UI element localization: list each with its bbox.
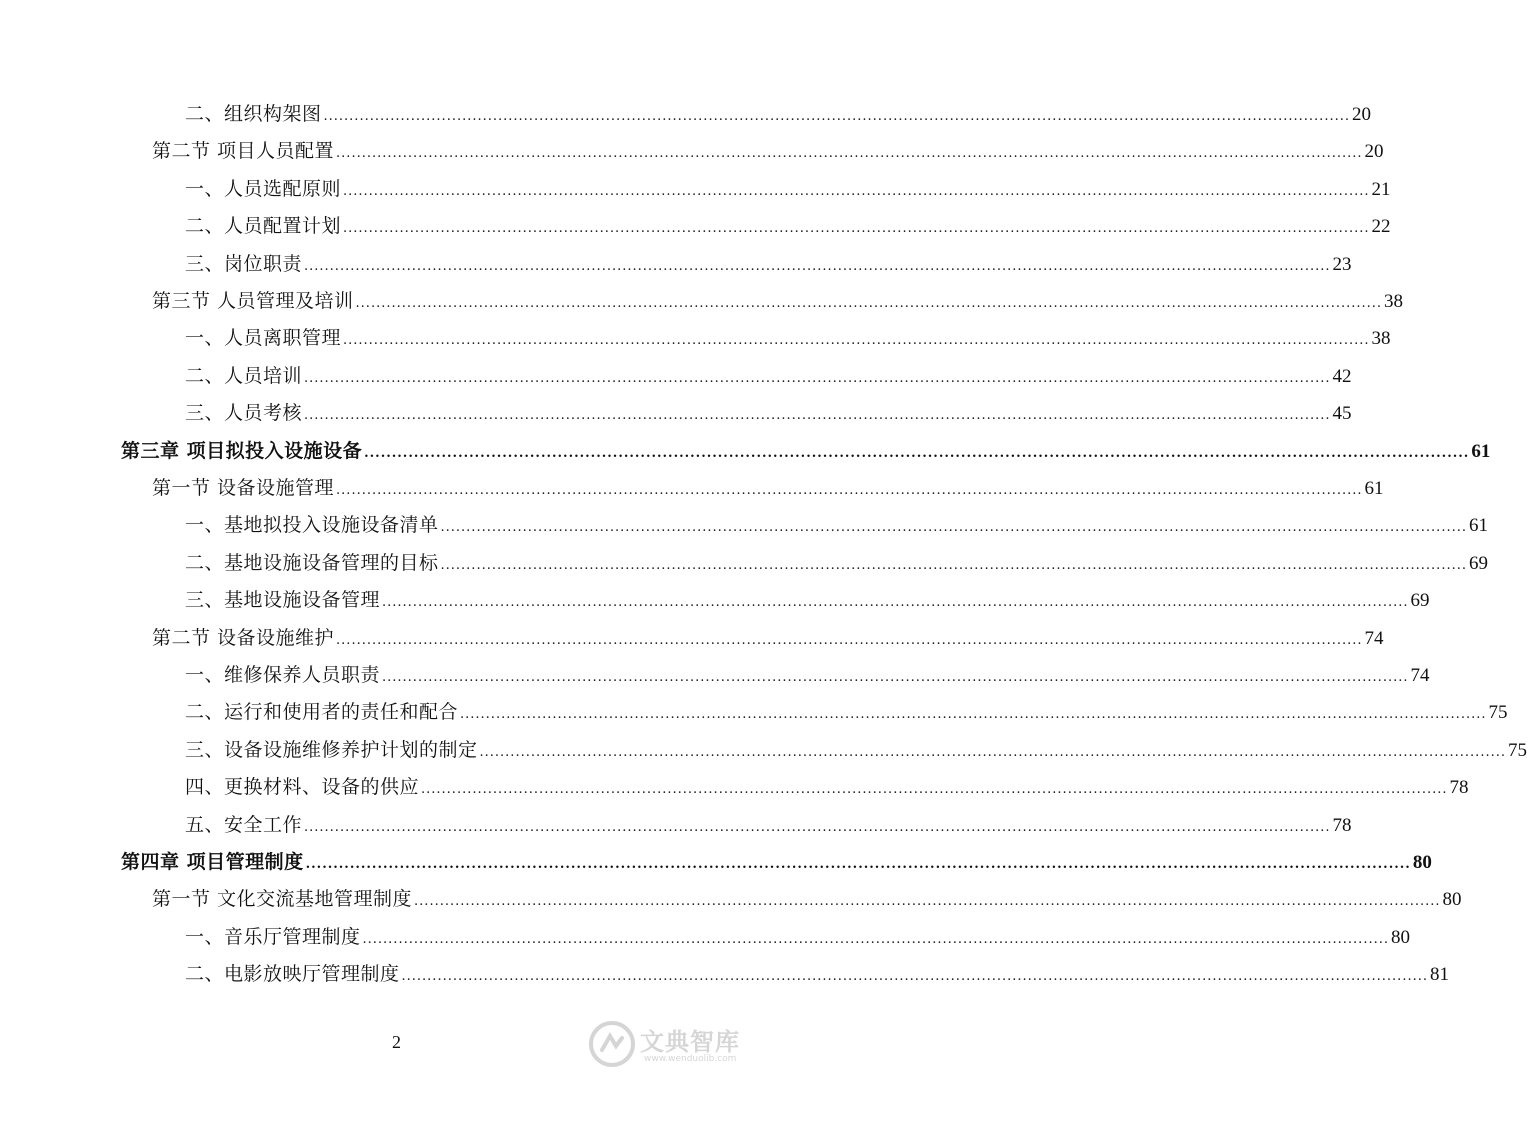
toc-entry-label: 二、基地设施设备管理的目标 [185, 552, 439, 574]
toc-entry-item[interactable] [185, 510, 1488, 540]
toc-entry-page: 78 [1332, 815, 1352, 836]
toc-entry-label: 第三节 人员管理及培训 [152, 290, 354, 312]
watermark [588, 1018, 778, 1076]
toc-entry-label: 三、人员考核 [185, 402, 303, 424]
toc-entry-label: 第一节 文化交流基地管理制度 [152, 888, 413, 910]
toc-entry-label: 二、人员培训 [185, 365, 303, 387]
toc-entry-label: 一、人员离职管理 [185, 327, 342, 349]
toc-leader-dots: ........................................................................................................................................................................................................ [305, 857, 1411, 872]
toc-entry-item[interactable] [185, 99, 1371, 129]
toc-entry-item[interactable] [185, 249, 1352, 279]
toc-leader-dots: ........................................................................................................................................................................................................ [479, 745, 1506, 760]
toc-entry-item[interactable] [185, 548, 1488, 578]
toc-leader-dots: ........................................................................................................................................................................................................ [304, 820, 1331, 835]
toc-entry-label: 第二节 项目人员配置 [152, 140, 335, 162]
toc-entry-item[interactable] [185, 585, 1430, 615]
toc-entry-label: 二、运行和使用者的责任和配合 [185, 701, 459, 723]
toc-leader-dots: ........................................................................................................................................................................................................ [343, 221, 1370, 236]
toc-entry-label: 四、更换材料、设备的供应 [185, 776, 420, 798]
toc-entry-section[interactable] [152, 623, 1384, 653]
toc-leader-dots: ........................................................................................................................................................................................................ [304, 408, 1331, 423]
toc-entry-page: 69 [1468, 553, 1488, 574]
toc-entry-label: 三、基地设施设备管理 [185, 589, 381, 611]
toc-entry-label: 三、岗位职责 [185, 253, 303, 275]
toc-entry-label: 一、音乐厅管理制度 [185, 926, 361, 948]
toc-leader-dots: ........................................................................................................................................................................................................ [362, 932, 1389, 947]
toc-leader-dots: ........................................................................................................................................................................................................ [460, 707, 1487, 722]
toc-entry-item[interactable] [185, 959, 1449, 989]
toc-entry-label: 第三章 项目拟投入设施设备 [121, 440, 363, 462]
toc-leader-dots: ........................................................................................................................................................................................................ [440, 520, 1467, 535]
toc-entry-page: 23 [1332, 254, 1352, 275]
toc-entry-label: 一、人员选配原则 [185, 178, 342, 200]
toc-entry-page: 75 [1507, 740, 1527, 761]
toc-leader-dots: ........................................................................................................................................................................................................ [304, 371, 1331, 386]
toc-entry-item[interactable] [185, 361, 1352, 391]
toc-entry-page: 80 [1412, 852, 1432, 873]
toc-entry-label: 五、安全工作 [185, 814, 303, 836]
toc-entry-label: 二、电影放映厅管理制度 [185, 963, 400, 985]
toc-entry-item[interactable] [185, 660, 1430, 690]
toc-entry-label: 一、维修保养人员职责 [185, 664, 381, 686]
toc-entry-item[interactable] [185, 772, 1469, 802]
toc-entry-page: 20 [1364, 141, 1384, 162]
toc-leader-dots: ........................................................................................................................................................................................................ [414, 894, 1441, 909]
watermark-name: 文典智库 [640, 1028, 740, 1056]
toc-entry-label: 二、人员配置计划 [185, 215, 342, 237]
toc-entry-item[interactable] [185, 398, 1352, 428]
toc-entry-page: 20 [1351, 104, 1371, 125]
toc-entry-page: 78 [1449, 777, 1469, 798]
toc-leader-dots: ........................................................................................................................................................................................................ [304, 259, 1331, 274]
toc-leader-dots: ........................................................................................................................................................................................................ [343, 333, 1370, 348]
toc-entry-page: 61 [1471, 441, 1491, 462]
toc-entry-section[interactable] [152, 286, 1404, 316]
toc-leader-dots: ........................................................................................................................................................................................................ [336, 146, 1363, 161]
toc-entry-item[interactable] [185, 922, 1410, 952]
toc-entry-page: 42 [1332, 366, 1352, 387]
toc-leader-dots: ........................................................................................................................................................................................................ [336, 633, 1363, 648]
page-number: 2 [392, 1032, 401, 1052]
toc-leader-dots: ........................................................................................................................................................................................................ [440, 558, 1467, 573]
toc-entry-item[interactable] [185, 810, 1352, 840]
toc-entry-page: 38 [1371, 328, 1391, 349]
toc-entry-page: 74 [1410, 665, 1430, 686]
toc-entry-label: 三、设备设施维修养护计划的制定 [185, 739, 478, 761]
toc-leader-dots: ........................................................................................................................................................................................................ [401, 969, 1428, 984]
toc-entry-section[interactable] [152, 884, 1462, 914]
toc-entry-page: 75 [1488, 702, 1508, 723]
toc-leader-dots: ........................................................................................................................................................................................................ [336, 483, 1363, 498]
toc-entry-label: 第一节 设备设施管理 [152, 477, 335, 499]
toc-entry-chapter[interactable] [121, 847, 1432, 877]
toc-entry-item[interactable] [185, 697, 1508, 727]
watermark-logo-icon [588, 1020, 636, 1068]
toc-entry-page: 80 [1442, 889, 1462, 910]
toc-entry-item[interactable] [185, 211, 1391, 241]
toc-entry-section[interactable] [152, 136, 1384, 166]
toc-leader-dots: ........................................................................................................................................................................................................ [382, 670, 1409, 685]
toc-entry-page: 21 [1371, 179, 1391, 200]
toc-entry-section[interactable] [152, 473, 1384, 503]
toc-leader-dots: ........................................................................................................................................................................................................ [421, 782, 1448, 797]
toc-entry-label: 第四章 项目管理制度 [121, 851, 304, 873]
toc-entry-page: 45 [1332, 403, 1352, 424]
toc-leader-dots: ........................................................................................................................................................................................................ [382, 595, 1409, 610]
toc-entry-item[interactable] [185, 174, 1391, 204]
toc-entry-item[interactable] [185, 735, 1527, 765]
toc-leader-dots: ........................................................................................................................................................................................................ [355, 296, 1383, 311]
toc-entry-page: 61 [1468, 515, 1488, 536]
toc-entry-page: 69 [1410, 590, 1430, 611]
toc-entry-page: 81 [1429, 964, 1449, 985]
toc-entry-item[interactable] [185, 323, 1391, 353]
toc-leader-dots: ........................................................................................................................................................................................................ [364, 446, 1470, 461]
toc-leader-dots: ........................................................................................................................................................................................................ [323, 109, 1350, 124]
toc-entry-page: 80 [1390, 927, 1410, 948]
toc-entry-page: 61 [1364, 478, 1384, 499]
toc-entry-label: 二、组织构架图 [185, 103, 322, 125]
toc-entry-page: 22 [1371, 216, 1391, 237]
toc-entry-label: 第二节 设备设施维护 [152, 627, 335, 649]
toc-leader-dots: ........................................................................................................................................................................................................ [343, 184, 1370, 199]
toc-entry-chapter[interactable] [121, 436, 1491, 466]
toc-entry-page: 74 [1364, 628, 1384, 649]
toc-entry-label: 一、基地拟投入设施设备清单 [185, 514, 439, 536]
watermark-url: www.wenduolib.com [644, 1054, 737, 1064]
toc-entry-page: 38 [1384, 291, 1404, 312]
